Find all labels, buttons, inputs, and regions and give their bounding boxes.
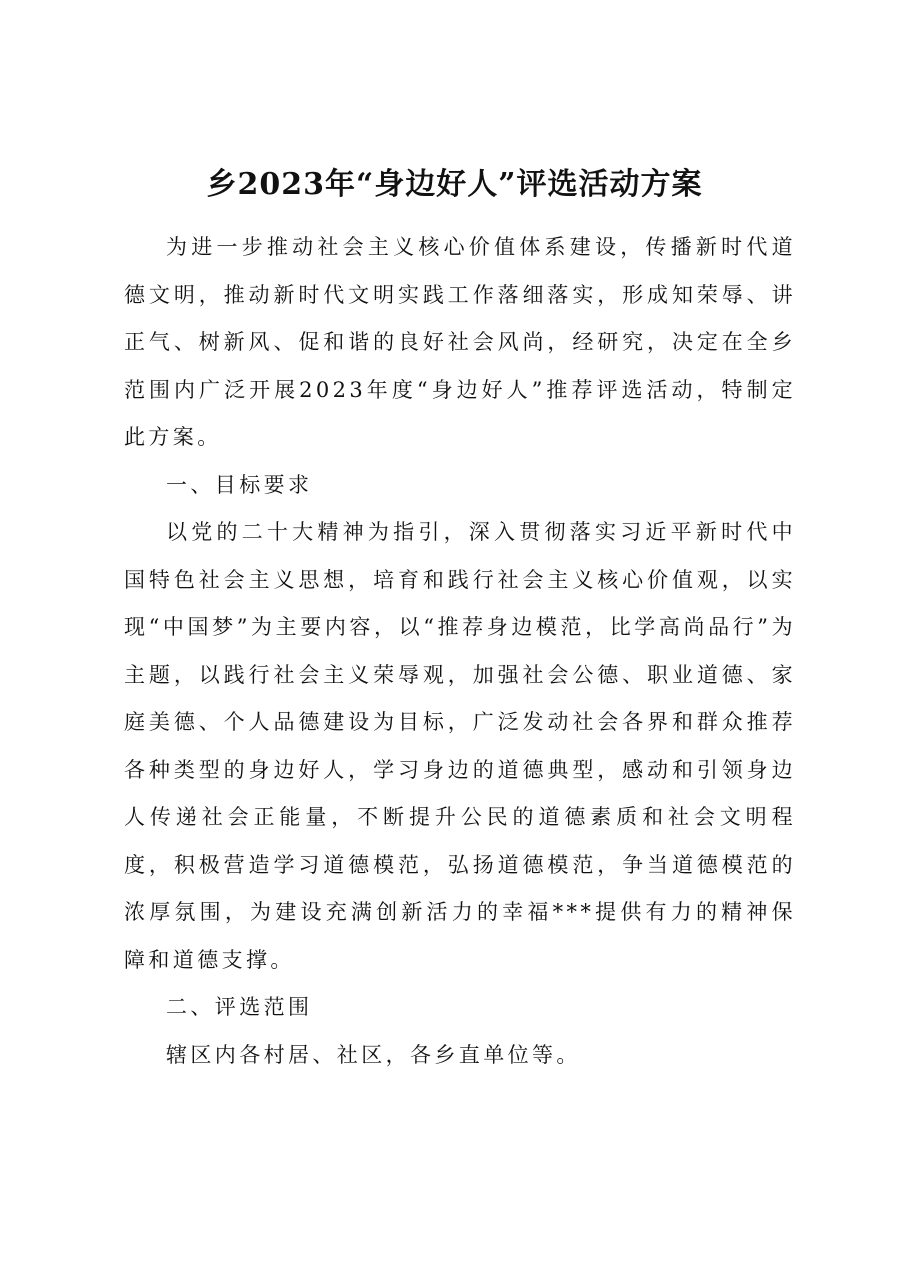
intro-paragraph: 为进一步推动社会主义核心价值体系建设，传播新时代道德文明，推动新时代文明实践工作落细落实，形成知荣辱、讲正气、树新风、促和谐的良好社会风尚，经研究，决定在全乡范围内广泛开展2023年度“身边好人”推荐评选活动，特制定此方案。 <box>124 235 796 449</box>
scope-paragraph: 辖区内各村居、社区，各乡直单位等。 <box>166 1042 581 1067</box>
document-title: 乡2023年“身边好人”评选活动方案 <box>206 167 703 202</box>
goals-paragraph: 以党的二十大精神为指引，深入贯彻落实习近平新时代中国特色社会主义思想，培育和践行社会主义核心价值观，以实现“中国梦”为主要内容，以“推荐身边模范，比学高尚品行”为主题，以践行社会主义荣辱观，加强社会公德、职业道德、家庭美德、个人品德建设为目标，广泛发动社会各界和群众推荐各种类型的身边好人，学习身边的道德典型，感动和引领身边人传递社会正能量，不断提升公民的道德素质和社会文明程度，积极营造学习道德模范，弘扬道德模范，争当道德模范的浓厚氛围，为建设充满创新活力的幸福***提供有力的精神保障和道德支撑。 <box>124 520 796 972</box>
section-heading-scope: 二、评选范围 <box>166 995 313 1019</box>
document-body <box>124 224 796 1079</box>
section-heading-goals: 一、目标要求 <box>166 472 313 497</box>
